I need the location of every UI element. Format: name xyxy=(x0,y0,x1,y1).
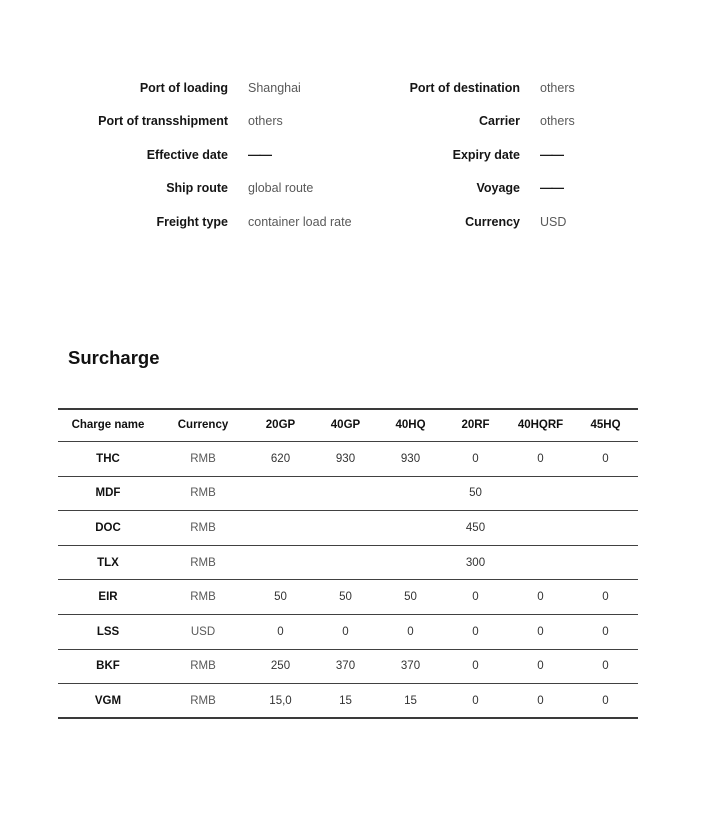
rate-value-cell xyxy=(573,476,638,511)
charge-name-cell: TLX xyxy=(97,556,119,569)
currency-cell: USD xyxy=(190,625,216,638)
rate-value-cell: 0 xyxy=(602,694,609,707)
field-label: Currency xyxy=(465,214,520,229)
rate-value-cell: 0 xyxy=(277,625,284,638)
field-label: Port of loading xyxy=(139,80,228,95)
table-row xyxy=(58,545,638,580)
table-header-cell: 20GP xyxy=(265,419,296,432)
currency-cell: RMB xyxy=(190,487,216,500)
currency-cell: RMB xyxy=(190,694,216,707)
table-header-cell: Currency xyxy=(177,419,229,432)
table-row xyxy=(58,649,638,684)
rate-value-cell xyxy=(313,545,378,580)
rate-value-cell: 0 xyxy=(472,591,479,604)
rate-value-cell xyxy=(248,545,313,580)
field-value: others xyxy=(248,114,283,129)
field-value: others xyxy=(540,114,575,129)
table-header-cell: 40HQ xyxy=(395,419,426,432)
currency-cell: RMB xyxy=(190,556,216,569)
rate-value-cell xyxy=(248,511,313,546)
rate-value-cell: 50 xyxy=(404,591,417,604)
field-value: —— xyxy=(540,181,563,196)
rate-value-cell: 50 xyxy=(339,591,352,604)
rate-value-cell: 930 xyxy=(400,452,421,465)
rate-value-cell xyxy=(508,545,573,580)
rate-value-cell: 370 xyxy=(400,660,421,673)
section-title: Surcharge xyxy=(68,346,160,368)
charge-name-cell: BKF xyxy=(96,660,120,673)
field-value: —— xyxy=(248,147,271,162)
table-header-cell: 40HQRF xyxy=(517,419,564,432)
field-label: Ship route xyxy=(166,181,228,196)
rate-value-cell xyxy=(313,511,378,546)
rate-value-cell: 620 xyxy=(270,452,291,465)
rate-value-cell: 0 xyxy=(537,625,544,638)
field-label: Expiry date xyxy=(452,147,520,162)
rate-value-cell: 930 xyxy=(335,452,356,465)
surcharge-table-body xyxy=(58,442,638,719)
charge-name-cell: MDF xyxy=(95,487,121,500)
charge-name-cell: VGM xyxy=(94,694,122,707)
rate-value-cell xyxy=(378,545,443,580)
rate-value-cell: 50 xyxy=(274,591,287,604)
field-value: global route xyxy=(248,181,314,196)
field-value: container load rate xyxy=(248,214,352,229)
table-row xyxy=(58,442,638,477)
rate-value-cell: 450 xyxy=(465,521,486,534)
table-row xyxy=(58,476,638,511)
rate-value-cell: 50 xyxy=(469,487,482,500)
surcharge-table-head xyxy=(58,409,638,442)
rate-value-cell: 0 xyxy=(602,625,609,638)
rate-value-cell: 0 xyxy=(472,694,479,707)
shipping-info-section xyxy=(0,0,702,239)
table-header-cell: Charge name xyxy=(71,419,145,432)
rate-value-cell: 0 xyxy=(537,591,544,604)
field-value: —— xyxy=(540,147,563,162)
charge-name-cell: EIR xyxy=(98,591,118,604)
table-header-cell: 40GP xyxy=(330,419,361,432)
table-row xyxy=(58,614,638,649)
field-value: Shanghai xyxy=(248,80,301,95)
charge-name-cell: DOC xyxy=(95,521,121,534)
field-label: Port of destination xyxy=(409,80,520,95)
field-value: USD xyxy=(540,214,567,229)
rate-value-cell: 0 xyxy=(407,625,414,638)
rate-value-cell: 0 xyxy=(537,660,544,673)
field-label: Effective date xyxy=(146,147,228,162)
charge-name-cell: THC xyxy=(96,452,120,465)
currency-cell: RMB xyxy=(190,660,216,673)
field-label: Port of transshipment xyxy=(98,114,228,129)
rate-value-cell: 0 xyxy=(537,452,544,465)
field-value: others xyxy=(540,80,575,95)
rate-value-cell: 250 xyxy=(270,660,291,673)
surcharge-table xyxy=(58,408,638,720)
rate-value-cell xyxy=(573,545,638,580)
rate-value-cell: 0 xyxy=(472,625,479,638)
rate-value-cell: 300 xyxy=(465,556,486,569)
field-label: Freight type xyxy=(156,214,228,229)
rate-value-cell: 15 xyxy=(339,694,352,707)
table-header-row xyxy=(58,409,638,442)
rate-value-cell: 370 xyxy=(335,660,356,673)
rate-value-cell xyxy=(378,476,443,511)
table-row xyxy=(58,580,638,615)
rate-value-cell xyxy=(248,476,313,511)
rate-value-cell xyxy=(508,476,573,511)
table-row xyxy=(58,684,638,719)
field-label: Voyage xyxy=(476,181,520,196)
rate-value-cell xyxy=(573,511,638,546)
rate-value-cell: 15 xyxy=(404,694,417,707)
currency-cell: RMB xyxy=(190,452,216,465)
rate-value-cell: 15,0 xyxy=(269,694,292,707)
currency-cell: RMB xyxy=(190,591,216,604)
rate-value-cell xyxy=(378,511,443,546)
field-label: Carrier xyxy=(479,114,520,129)
rate-value-cell: 0 xyxy=(472,452,479,465)
rate-value-cell: 0 xyxy=(537,694,544,707)
table-row xyxy=(58,511,638,546)
rate-value-cell: 0 xyxy=(342,625,349,638)
rate-value-cell: 0 xyxy=(602,591,609,604)
charge-name-cell: LSS xyxy=(96,625,120,638)
table-header-cell: 45HQ xyxy=(590,419,621,432)
rate-value-cell: 0 xyxy=(472,660,479,673)
table-header-cell: 20RF xyxy=(461,419,490,432)
rate-value-cell: 0 xyxy=(602,452,609,465)
rate-value-cell: 0 xyxy=(602,660,609,673)
rate-value-cell xyxy=(313,476,378,511)
currency-cell: RMB xyxy=(190,521,216,534)
rate-value-cell xyxy=(508,511,573,546)
